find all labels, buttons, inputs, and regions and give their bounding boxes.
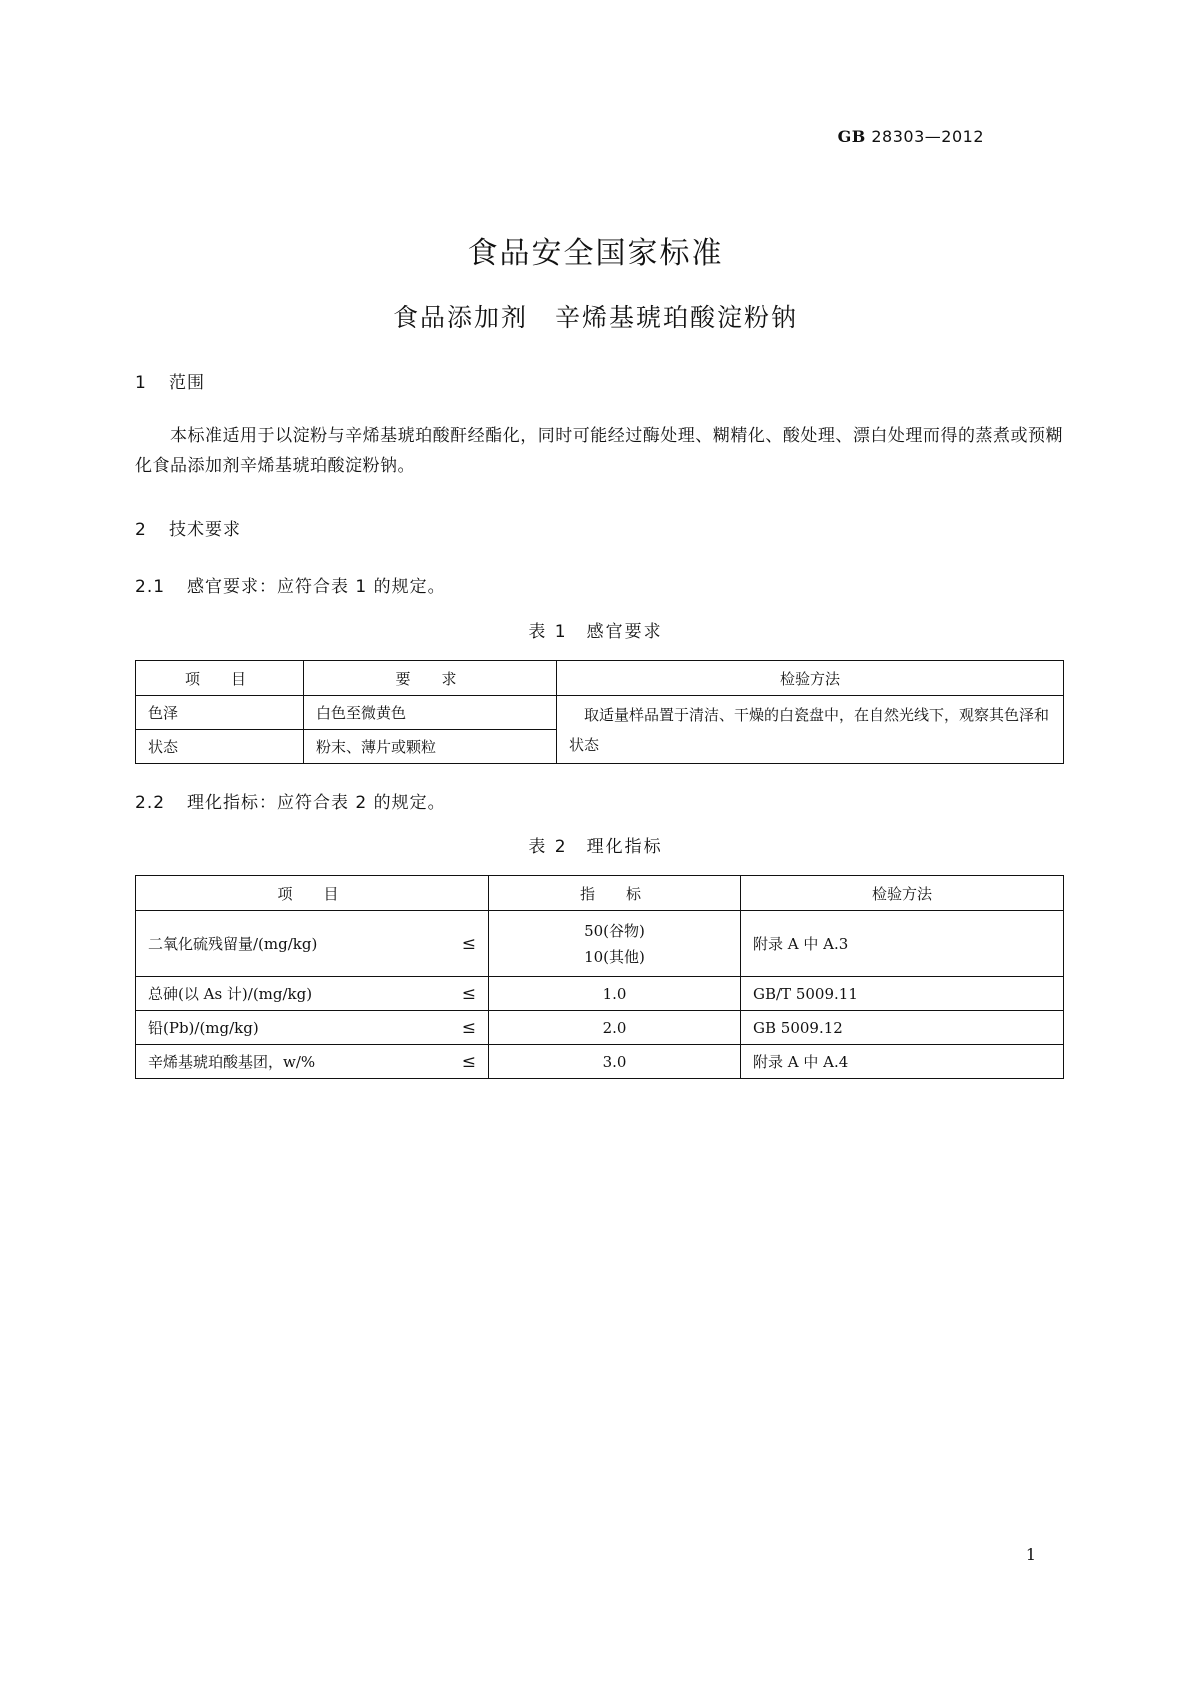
item-text: 铅(Pb)/(mg/kg) <box>148 1019 259 1037</box>
table-row <box>136 1011 1064 1045</box>
table-1 <box>135 660 1064 764</box>
table-row <box>136 1045 1064 1079</box>
section-text: 感官要求：应符合表 1 的规定。 <box>187 577 446 597</box>
section-2-heading <box>135 515 241 540</box>
leq-sign: ≤ <box>461 1017 476 1038</box>
table-cell-requirement: 白色至微黄色 <box>304 696 557 730</box>
value-line: 10(其他) <box>584 947 645 966</box>
column-header: 检验方法 <box>557 661 1064 696</box>
section-text: 理化指标：应符合表 2 的规定。 <box>187 793 446 813</box>
section-title: 技术要求 <box>169 520 241 540</box>
item-text: 二氧化硫残留量/(mg/kg) <box>148 935 318 953</box>
paragraph-text: 本标准适用于以淀粉与辛烯基琥珀酸酐经酯化，同时可能经过酶处理、糊精化、酸处理、漂白处理而得的蒸煮或预糊化食品添加剂辛烯基琥珀酸淀粉钠。 <box>135 426 1063 476</box>
table-cell-method: GB/T 5009.11 <box>741 977 1064 1011</box>
column-header: 项 目 <box>136 661 304 696</box>
standard-prefix: GB <box>837 127 866 146</box>
section-1-paragraph <box>135 421 1063 481</box>
section-number: 2.2 <box>135 793 166 813</box>
table-cell-value: 1.0 <box>489 977 741 1011</box>
table-cell-item <box>136 977 489 1011</box>
table-cell-value: 3.0 <box>489 1045 741 1079</box>
section-2-2-heading <box>135 788 446 813</box>
column-header: 指 标 <box>489 876 741 911</box>
table-2-caption: 表 2 理化指标 <box>528 837 663 857</box>
leq-sign: ≤ <box>461 933 476 954</box>
table-cell-item <box>136 1045 489 1079</box>
item-text: 总砷(以 As 计)/(mg/kg) <box>148 985 313 1003</box>
leq-sign: ≤ <box>461 983 476 1004</box>
table-2 <box>135 875 1064 1079</box>
table-cell-item: 色泽 <box>136 696 304 730</box>
section-number: 1 <box>135 373 147 393</box>
standard-code <box>838 127 984 146</box>
table-cell-requirement: 粉末、薄片或颗粒 <box>304 730 557 764</box>
document-subtitle: 食品添加剂 辛烯基琥珀酸淀粉钠 <box>392 303 798 332</box>
section-2-1-heading <box>135 572 446 597</box>
page-number: 1 <box>1025 1545 1036 1564</box>
table-cell-method: 附录 A 中 A.4 <box>741 1045 1064 1079</box>
column-header: 项 目 <box>136 876 489 911</box>
table-header-row <box>136 661 1064 696</box>
value-line: 50(谷物) <box>584 921 645 940</box>
table-cell-item <box>136 1011 489 1045</box>
table-1-caption: 表 1 感官要求 <box>528 622 663 642</box>
table-cell-method <box>557 696 1064 764</box>
table-cell-item: 状态 <box>136 730 304 764</box>
table-header-row <box>136 876 1064 911</box>
leq-sign: ≤ <box>461 1051 476 1072</box>
method-text: 取适量样品置于清洁、干燥的白瓷盘中，在自然光线下，观察其色泽和状态 <box>569 705 1050 754</box>
table-cell-item <box>136 911 489 977</box>
section-number: 2 <box>135 520 147 540</box>
table-cell-method: GB 5009.12 <box>741 1011 1064 1045</box>
section-1-heading <box>135 368 205 393</box>
section-title: 范围 <box>169 373 205 393</box>
table-row <box>136 911 1064 977</box>
column-header: 检验方法 <box>741 876 1064 911</box>
section-number: 2.1 <box>135 577 166 597</box>
table-row <box>136 696 1064 730</box>
table-cell-value <box>489 911 741 977</box>
standard-number: 28303—2012 <box>871 127 984 146</box>
table-row <box>136 977 1064 1011</box>
item-text: 辛烯基琥珀酸基团，w/% <box>148 1053 316 1071</box>
column-header: 要 求 <box>304 661 557 696</box>
table-cell-method: 附录 A 中 A.3 <box>741 911 1064 977</box>
table-cell-value: 2.0 <box>489 1011 741 1045</box>
document-title: 食品安全国家标准 <box>467 236 724 271</box>
